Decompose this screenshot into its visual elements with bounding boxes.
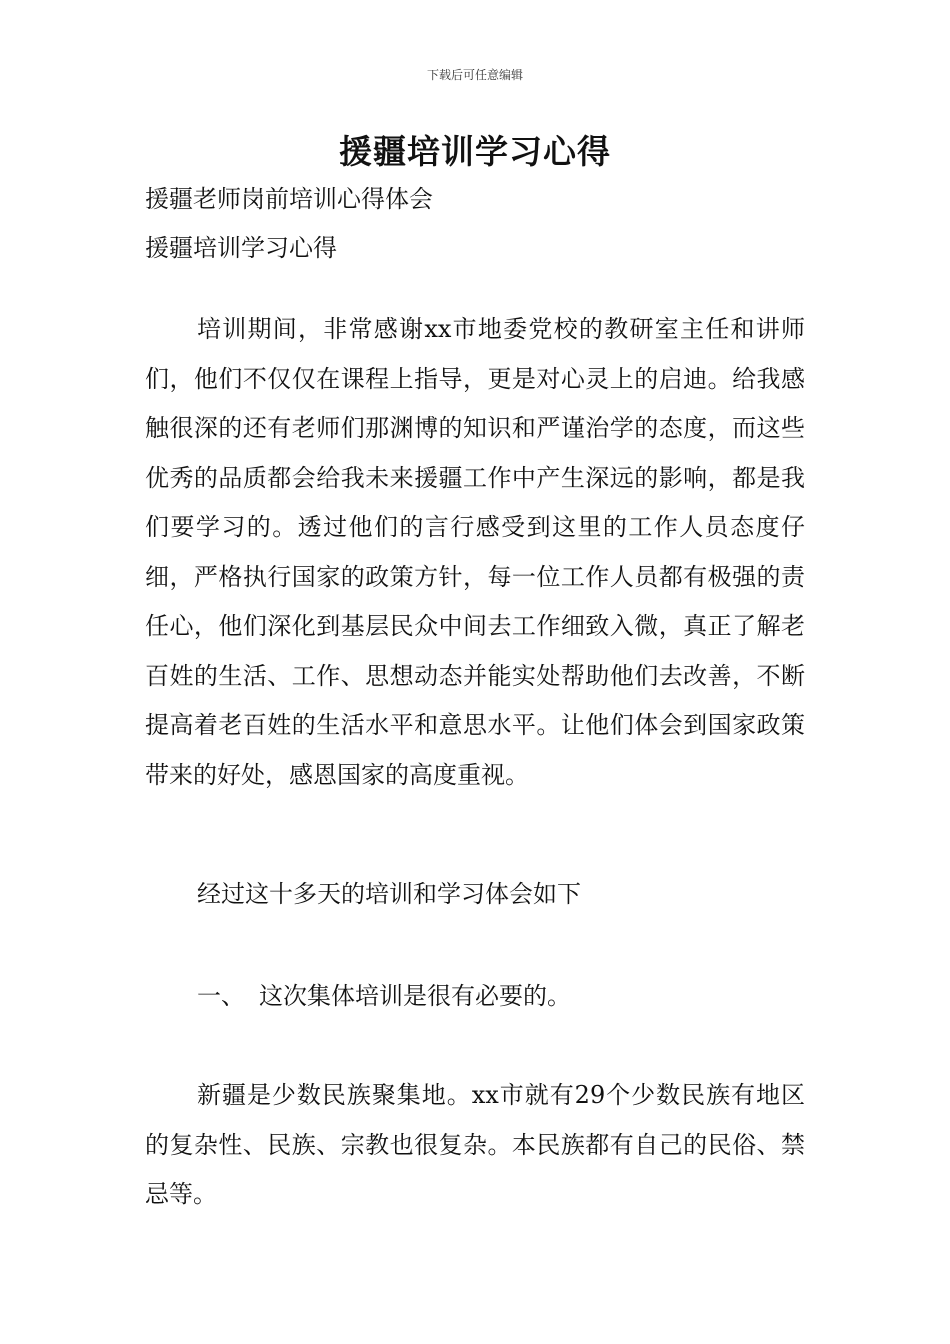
paragraph-3: 新疆是少数民族聚集地。xx市就有29个少数民族有地区的复杂性、民族、宗教也很复杂。本民族都有自己的民俗、禁忌等。	[145, 1081, 805, 1208]
section-1-number: 一、	[197, 982, 245, 1010]
document-subtitle-2: 援疆培训学习心得	[145, 234, 337, 262]
document-subtitle-1: 援疆老师岗前培训心得体会	[145, 185, 433, 213]
paragraph-1: 培训期间，非常感谢xx市地委党校的教研室主任和讲师们，他们不仅仅在课程上指导，更是对心灵上的启迪。给我感触很深的还有老师们那渊博的知识和严谨治学的态度，而这些优秀的品质都会给我未来援疆工作中产生深远的影响，都是我们要学习的。透过他们的言行感受到这里的工作人员态度仔细，严格执行国家的政策方针，每一位工作人员都有极强的责任心，他们深化到基层民众中间去工作细致入微，真正了解老百姓的生活、工作、思想动态并能实处帮助他们去改善，不断提高着老百姓的生活水平和意思水平。让他们体会到国家政策带来的好处，感恩国家的高度重视。	[145, 315, 805, 789]
section-1-heading	[145, 972, 805, 1022]
section-1-heading-text: 这次集体培训是很有必要的。	[259, 982, 571, 1010]
header-note: 下载后可任意编辑	[426, 68, 523, 82]
paragraph-2: 经过这十多天的培训和学习体会如下	[197, 880, 581, 908]
document-title: 援疆培训学习心得	[339, 132, 611, 171]
